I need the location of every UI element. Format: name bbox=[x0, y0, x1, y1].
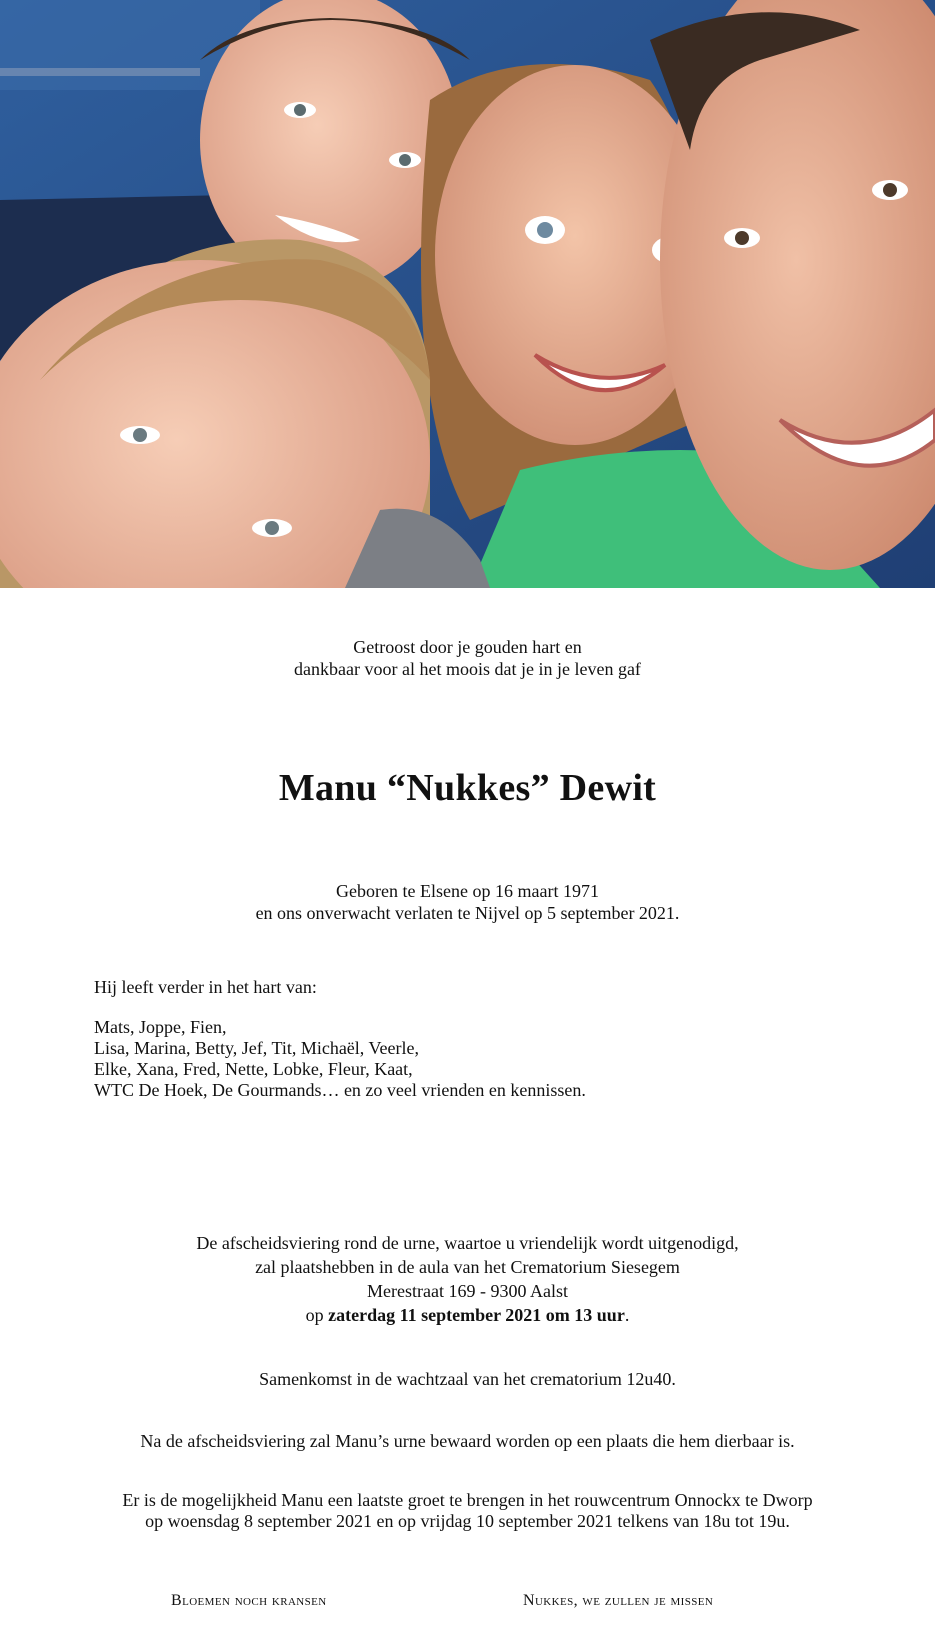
ceremony-date-bold: zaterdag 11 september 2021 om 13 uur bbox=[328, 1305, 625, 1325]
opening-quote bbox=[0, 636, 935, 680]
survivors-line: Mats, Joppe, Fien, bbox=[94, 1017, 227, 1037]
quote-line-2: dankbaar voor al het moois dat je in je leven gaf bbox=[294, 659, 641, 679]
visit-line-2: op woensdag 8 september 2021 en op vrijdag 10 september 2021 telkens van 18u tot 19u. bbox=[145, 1511, 790, 1531]
urn-info: Na de afscheidsviering zal Manu’s urne bewaard worden op een plaats die hem dierbaar is. bbox=[140, 1431, 795, 1451]
survivors-intro: Hij leeft verder in het hart van: bbox=[94, 977, 317, 997]
visit-info bbox=[0, 1490, 935, 1532]
ceremony-line-2: zal plaatshebben in de aula van het Crematorium Siesegem bbox=[255, 1257, 680, 1277]
ceremony-date-suffix: . bbox=[624, 1305, 630, 1325]
survivors-line: Lisa, Marina, Betty, Jef, Tit, Michaël, Veerle, bbox=[94, 1038, 419, 1058]
birth-death-info bbox=[0, 880, 935, 924]
footer-farewell: Nukkes, we zullen je missen bbox=[523, 1592, 714, 1609]
ceremony-line-1: De afscheidsviering rond de urne, waartoe u vriendelijk wordt uitgenodigd, bbox=[196, 1233, 739, 1253]
gathering-info: Samenkomst in de wachtzaal van het crematorium 12u40. bbox=[259, 1369, 676, 1389]
visit-line-1: Er is de mogelijkheid Manu een laatste groet te brengen in het rouwcentrum Onnockx te Dworp bbox=[122, 1490, 813, 1510]
quote-line-1: Getroost door je gouden hart en bbox=[353, 637, 582, 657]
ceremony-info bbox=[0, 1231, 935, 1327]
deceased-name: Manu “Nukkes” Dewit bbox=[278, 767, 657, 809]
survivors-line: WTC De Hoek, De Gourmands… en zo veel vrienden en kennissen. bbox=[94, 1080, 586, 1100]
ceremony-date bbox=[0, 1303, 935, 1327]
survivors-block bbox=[94, 977, 586, 1101]
footer-no-flowers: Bloemen noch kransen bbox=[171, 1592, 327, 1609]
survivors-line: Elke, Xana, Fred, Nette, Lobke, Fleur, Kaat, bbox=[94, 1059, 413, 1079]
birth-line: Geboren te Elsene op 16 maart 1971 bbox=[336, 881, 599, 901]
ceremony-address: Merestraat 169 - 9300 Aalst bbox=[367, 1281, 568, 1301]
ceremony-date-prefix: op bbox=[305, 1305, 329, 1325]
death-line: en ons onverwacht verlaten te Nijvel op 5 september 2021. bbox=[255, 903, 680, 923]
family-photo bbox=[0, 0, 935, 588]
